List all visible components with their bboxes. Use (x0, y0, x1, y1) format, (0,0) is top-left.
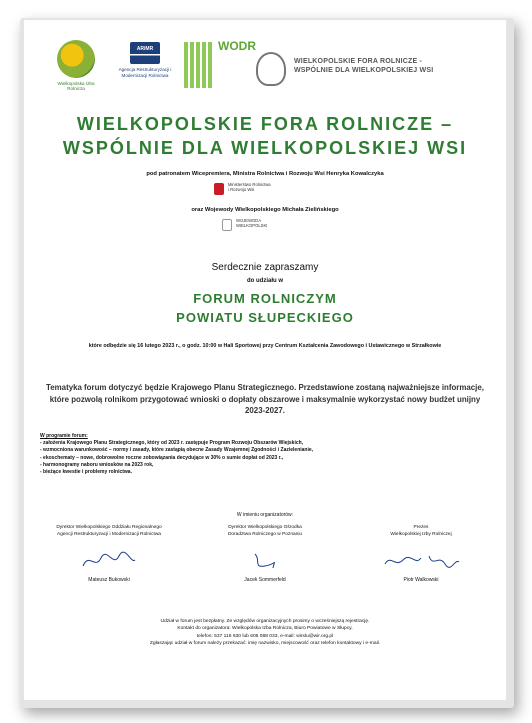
poster-document (24, 20, 506, 700)
footer-line: Zgłaszając udział w forum należy przekazać: imię nazwisko, miejscowość oraz telefon kontaktowy i e-mail. (149, 641, 381, 647)
arimr-emblem-icon (130, 42, 160, 64)
program-item: - bieżące kwestie i problemy rolnictwa. (40, 469, 132, 476)
event-name-line1: FORUM ROLNICZYM (193, 291, 337, 306)
program-heading: W programie forum: (40, 433, 88, 439)
topic-paragraph: Tematyka forum dotyczyć będzie Krajowego Planu Strategicznego. Przedstawione zostaną najważniejsze informacje, które pozwolą rolnikom przygotować wnioski o dopłaty obszarowe i maksymalnie wykorzystać nowy budżet unijny 2023-2027. (46, 383, 484, 415)
organizer-role-line1: Prezes (413, 525, 429, 530)
program-item: - harmonogramy naboru wniosków na 2023 rok, (40, 461, 154, 468)
voivode-logo-line2: WIELKOPOLSKI (236, 223, 268, 228)
ministry-logo (214, 182, 314, 198)
footer-info (44, 618, 486, 648)
footer-line: telefon: 537 116 630 lub 605 088 033, e-mail: wirslu@wir.org.pl (196, 633, 334, 639)
voivode-logo-text (236, 218, 267, 228)
organizer-role-3 (346, 525, 496, 538)
organizer-role-line1: Dyrektor Wielkopolskiego Oddziału Regionalnego (56, 525, 162, 530)
forum-logo-text (294, 57, 433, 75)
organizer-name: Mateusz Bukowski (88, 577, 130, 583)
invitation-participation: do udziału w (247, 278, 283, 284)
wodr-letters: WODR (218, 39, 256, 53)
organizer-role-line2: Doradztwa Rolniczego w Poznaniu (227, 531, 303, 537)
main-title-line1: WIELKOPOLSKIE FORA ROLNICZE – (76, 114, 454, 134)
forum-logo-line1: WIELKOPOLSKIE FORA ROLNICZE - (294, 58, 423, 65)
logo-bar (24, 38, 506, 108)
forum-logo-line2: WSPÓLNIE DLA WIELKOPOLSKIEJ WSI (294, 67, 434, 74)
invitation-greeting: Serdecznie zapraszamy (211, 262, 319, 273)
organizers-heading: W imieniu organizatorów: (236, 512, 294, 518)
signature-bukowski (34, 550, 184, 572)
footer-line: Udział w forum jest bezpłatny. Ze względów organizacyjnych prosimy o wcześniejszą rejestrację. (160, 619, 370, 624)
arimr-logo (116, 42, 174, 104)
event-name-line2: POWIATU SŁUPECKIEGO (176, 310, 354, 325)
ministry-logo-text (228, 182, 271, 192)
ministry-logo-line2: i Rozwoju Wsi (228, 187, 255, 192)
program-item: - wzmocniona warunkowość – normy i zasady, które zastąpią obecne Zasady Wzajemnej Zgodności i Zazielenianie, (40, 447, 314, 454)
organizer-role-1 (34, 525, 184, 538)
organizer-role-line2: Agencji Restrukturyzacji i Modernizacji Rolnictwa (57, 531, 161, 537)
patronage-text: pod patronatem Wicepremiera, Ministra Rolnictwa i Rozwoju Wsi Henryka Kowalczyka (146, 171, 384, 177)
wir-logo (54, 40, 98, 106)
wir-emblem-icon (57, 40, 95, 78)
forum-emblem-icon (256, 52, 286, 86)
organizer-role-line2: Wielkopolskiej Izby Rolniczej (390, 531, 452, 537)
program-item: - ekoschematy – nowe, dobrowolne roczne zobowiązania decydujące w 30% o sumie dopłat od 2023 r., (40, 454, 284, 461)
forum-logo (256, 52, 486, 92)
wodr-logo (184, 38, 256, 106)
main-title-line2: WSPÓLNIE DLA WIELKOPOLSKIEJ WSI (62, 138, 468, 158)
voivode-text: oraz Wojewody Wielkopolskiego Michała Zielińskiego (191, 207, 339, 213)
wir-logo-caption: Wielkopolska Izba Rolnicza (57, 81, 95, 92)
voivode-logo-line1: WOJEWODA (236, 218, 262, 223)
organizer-name: Piotr Walkowski (403, 577, 439, 583)
ministry-logo-line1: Ministerstwo Rolnictwa (228, 182, 271, 187)
voivode-eagle-icon (222, 219, 232, 231)
signature-sommerfeld (190, 550, 340, 572)
organizer-name: Jacek Sommerfeld (244, 577, 286, 583)
wodr-emblem-icon (184, 42, 212, 88)
ministry-eagle-icon (214, 183, 224, 195)
program-section (40, 433, 490, 476)
program-item: - założenia Krajowego Planu Strategicznego, który od 2023 r. zastępuje Program Rozwoju Obszarów Wiejskich, (40, 440, 304, 447)
arimr-badge-text: ARiMR (136, 46, 154, 52)
footer-line: Kontakt do organizatora: Wielkopolska Izba Rolnicza, Biuro Powiatowe w Słupcy, (177, 626, 353, 632)
organizer-role-line1: Dyrektor Wielkopolskiego Ośrodka (228, 525, 302, 530)
arimr-logo-caption: Agencja Restrukturyzacji i Modernizacji Rolnictwa (118, 67, 172, 78)
event-date-place: które odbędzie się 16 lutego 2023 r., o godz. 10:00 w Hali Sportowej przy Centrum Kształcenia Zawodowego i Ustawicznego w Strzałkowie (88, 343, 442, 349)
signature-walkowski (346, 550, 496, 572)
organizer-role-2 (190, 525, 340, 538)
voivode-logo (222, 218, 312, 234)
